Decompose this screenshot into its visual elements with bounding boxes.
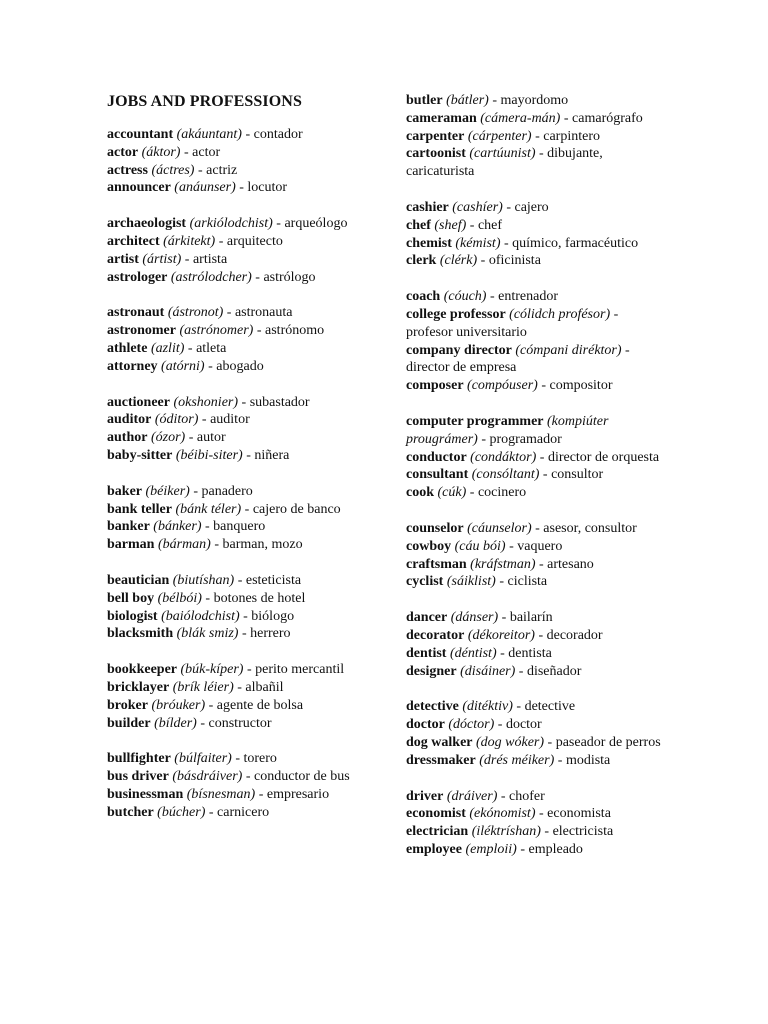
entry-pronunciation: (déntist) — [449, 645, 497, 661]
vocabulary-entry: blacksmith (blák smiz) - herrero — [107, 626, 291, 642]
entry-term: bus driver — [107, 769, 169, 785]
entry-term: doctor — [406, 717, 445, 733]
entry-pronunciation: (baiólodchist) — [161, 608, 240, 624]
entry-pronunciation: (áktor) — [141, 144, 181, 160]
vocabulary-entry: bus driver (básdráiver) - conductor de bus — [107, 769, 350, 785]
vocabulary-entry: butler (bátler) - mayordomo — [406, 93, 569, 108]
entry-group — [406, 698, 668, 769]
entry-term: driver — [406, 788, 444, 804]
entry-translation: herrero — [250, 626, 291, 642]
entry-pronunciation: (bróuker) — [151, 697, 206, 713]
vocabulary-entry: counselor (cáunselor) - asesor, consultor — [406, 520, 637, 536]
entry-translation: autor — [196, 430, 226, 446]
entry-translation: dibujante, caricaturista — [406, 146, 603, 180]
entry-term: athlete — [107, 340, 148, 356]
vocabulary-entry: auditor (óditor) - auditor — [107, 412, 250, 428]
entry-pronunciation: (brík léier) — [172, 679, 234, 695]
entry-translation: arquitecto — [226, 233, 283, 249]
left-column — [107, 92, 369, 840]
entry-term: auctioneer — [107, 394, 170, 410]
entry-term: cowboy — [406, 538, 452, 554]
entry-translation: barman, mozo — [222, 537, 303, 553]
entry-translation: chef — [477, 217, 503, 233]
entry-translation: cocinero — [477, 485, 527, 501]
vocabulary-entry: builder (bílder) - constructor — [107, 715, 272, 731]
entry-term: dressmaker — [406, 752, 476, 768]
entry-term: computer programmer — [406, 413, 544, 429]
entry-translation: director de orquesta — [547, 449, 660, 465]
entry-translation: botones de hotel — [213, 590, 306, 606]
vocabulary-entry: bullfighter (búlfaiter) - torero — [107, 751, 277, 767]
entry-translation: director de empresa — [406, 360, 517, 376]
vocabulary-entry: cowboy (cáu bói) - vaquero — [406, 538, 563, 554]
vocabulary-entry: composer (compóuser) - compositor — [406, 378, 613, 394]
vocabulary-entry: driver (dráiver) - chofer — [406, 788, 545, 804]
entry-term: detective — [406, 699, 459, 715]
entry-translation: ciclista — [507, 574, 548, 590]
vocabulary-entry: banker (bánker) - banquero — [107, 519, 266, 535]
entry-term: consultant — [406, 467, 469, 483]
entry-term: cashier — [406, 199, 449, 215]
vocabulary-entry: athlete (azlit) - atleta — [107, 340, 227, 356]
entry-pronunciation: (compóuser) — [467, 378, 538, 394]
vocabulary-entry: dancer (dánser) - bailarín — [406, 610, 553, 626]
vocabulary-entry: biologist (baiólodchist) - biólogo — [107, 608, 295, 624]
entry-term: architect — [107, 233, 160, 249]
entry-pronunciation: (astrólodcher) — [170, 269, 252, 285]
vocabulary-entry: college professor (cólidch profésor) - profesor universitario — [406, 306, 619, 340]
entry-pronunciation: (kémist) — [455, 235, 501, 251]
entry-translation: subastador — [249, 394, 310, 410]
entry-translation: asesor, consultor — [543, 520, 637, 536]
entry-translation: atleta — [196, 340, 227, 356]
entry-pronunciation: (béibi-siter) — [175, 447, 243, 463]
vocabulary-entry: clerk (clérk) - oficinista — [406, 253, 541, 269]
entry-translation: químico, farmacéutico — [512, 235, 639, 251]
entry-term: dentist — [406, 645, 447, 661]
vocabulary-entry: author (ózor) - autor — [107, 430, 226, 446]
entry-pronunciation: (áctres) — [151, 162, 195, 178]
entry-term: biologist — [107, 608, 158, 624]
entry-pronunciation: (ástronot) — [167, 305, 224, 321]
entry-pronunciation: (bísnesman) — [186, 786, 256, 802]
entry-pronunciation: (emploii) — [465, 841, 517, 857]
vocabulary-entry: actor (áktor) - actor — [107, 144, 221, 160]
entry-group — [107, 394, 369, 465]
entry-pronunciation: (cáunselor) — [467, 520, 532, 536]
entry-pronunciation: (consóltant) — [471, 467, 540, 483]
vocabulary-entry: electrician (iléktríshan) - electricista — [406, 824, 614, 840]
entry-pronunciation: (búcher) — [157, 804, 206, 820]
entry-pronunciation: (sáiklist) — [446, 574, 496, 590]
entry-pronunciation: (básdráiver) — [172, 769, 243, 785]
entry-translation: esteticista — [245, 572, 302, 588]
entry-group — [406, 788, 668, 859]
vocabulary-entry: detective (ditéktiv) - detective — [406, 699, 576, 715]
vocabulary-entry: bookkeeper (búk-kíper) - perito mercantil — [107, 662, 345, 678]
entry-term: blacksmith — [107, 626, 174, 642]
vocabulary-entry: butcher (búcher) - carnicero — [107, 804, 270, 820]
left-entry-list — [107, 126, 369, 822]
entry-group — [406, 92, 668, 181]
entry-translation: doctor — [505, 717, 542, 733]
entry-term: attorney — [107, 358, 158, 374]
entry-translation: mayordomo — [500, 93, 569, 108]
entry-translation: actor — [192, 144, 221, 160]
vocabulary-entry: baby-sitter (béibi-siter) - niñera — [107, 447, 290, 463]
entry-pronunciation: (iléktríshan) — [471, 824, 541, 840]
entry-pronunciation: (árkitekt) — [163, 233, 216, 249]
vocabulary-entry: cyclist (sáiklist) - ciclista — [406, 574, 548, 590]
entry-term: auditor — [107, 412, 152, 428]
entry-term: bell boy — [107, 590, 155, 606]
entry-pronunciation: (cóuch) — [443, 289, 487, 305]
entry-translation: chofer — [509, 788, 545, 804]
entry-translation: contador — [253, 127, 303, 142]
entry-pronunciation: (dánser) — [450, 610, 499, 626]
entry-translation: consultor — [551, 467, 604, 483]
vocabulary-entry: craftsman (kráfstman) - artesano — [406, 556, 594, 572]
entry-term: carpenter — [406, 128, 465, 144]
entry-term: butler — [406, 93, 443, 108]
entry-translation: entrenador — [498, 289, 559, 305]
entry-pronunciation: (búk-kíper) — [180, 662, 244, 678]
entry-term: conductor — [406, 449, 467, 465]
entry-group — [107, 215, 369, 286]
entry-translation: banquero — [213, 519, 266, 535]
entry-term: chef — [406, 217, 431, 233]
entry-translation: economista — [547, 806, 611, 822]
entry-pronunciation: (bílder) — [154, 715, 197, 731]
entry-term: bricklayer — [107, 679, 170, 695]
vocabulary-entry: decorator (dékoreitor) - decorador — [406, 627, 603, 643]
entry-translation: artista — [192, 251, 228, 267]
vocabulary-entry: astrologer (astrólodcher) - astrólogo — [107, 269, 316, 285]
entry-translation: artesano — [547, 556, 594, 572]
entry-pronunciation: (kompiúter prougrámer) — [406, 413, 609, 447]
entry-term: banker — [107, 519, 150, 535]
entry-group — [107, 661, 369, 732]
vocabulary-entry: barman (bárman) - barman, mozo — [107, 537, 303, 553]
entry-translation: profesor universitario — [406, 324, 527, 340]
entry-pronunciation: (cámera-mán) — [480, 110, 561, 126]
vocabulary-entry: attorney (atórni) - abogado — [107, 358, 264, 374]
entry-pronunciation: (ártist) — [142, 251, 182, 267]
entry-term: dancer — [406, 610, 448, 626]
vocabulary-entry: artist (ártist) - artista — [107, 251, 228, 267]
vocabulary-entry: doctor (dóctor) - doctor — [406, 717, 542, 733]
entry-group — [406, 199, 668, 270]
entry-term: cameraman — [406, 110, 477, 126]
vocabulary-entry: astronaut (ástronot) - astronauta — [107, 305, 293, 321]
vocabulary-entry: economist (ekónomist) - economista — [406, 806, 611, 822]
entry-term: cyclist — [406, 574, 444, 590]
entry-term: broker — [107, 697, 148, 713]
vocabulary-entry: cook (cúk) - cocinero — [406, 485, 527, 501]
entry-pronunciation: (ekónomist) — [469, 806, 536, 822]
entry-term: barman — [107, 537, 155, 553]
entry-group — [406, 609, 668, 680]
entry-pronunciation: (ditéktiv) — [462, 699, 513, 715]
entry-translation: compositor — [549, 378, 613, 394]
entry-pronunciation: (cárpenter) — [467, 128, 532, 144]
entry-translation: modista — [565, 752, 611, 768]
entry-pronunciation: (cáu bói) — [454, 538, 506, 554]
entry-pronunciation: (clérk) — [439, 253, 478, 269]
entry-translation: electricista — [552, 824, 614, 840]
entry-term: designer — [406, 663, 457, 679]
entry-pronunciation: (atórni) — [161, 358, 205, 374]
entry-group — [107, 126, 369, 197]
entry-term: composer — [406, 378, 464, 394]
entry-term: bullfighter — [107, 751, 171, 767]
entry-group — [107, 750, 369, 821]
entry-translation: empresario — [266, 786, 330, 802]
vocabulary-entry: chemist (kémist) - químico, farmacéutico — [406, 235, 639, 251]
entry-term: coach — [406, 289, 441, 305]
entry-term: bank teller — [107, 501, 172, 517]
entry-group — [107, 572, 369, 643]
vocabulary-entry: employee (emploii) - empleado — [406, 841, 583, 857]
entry-pronunciation: (cartúunist) — [469, 146, 536, 162]
entry-term: craftsman — [406, 556, 467, 572]
entry-term: clerk — [406, 253, 437, 269]
vocabulary-entry: broker (bróuker) - agente de bolsa — [107, 697, 304, 713]
entry-translation: actriz — [206, 162, 238, 178]
vocabulary-entry: dentist (déntist) - dentista — [406, 645, 552, 661]
entry-pronunciation: (kráfstman) — [470, 556, 536, 572]
entry-term: butcher — [107, 804, 154, 820]
entry-term: counselor — [406, 520, 464, 536]
entry-translation: agente de bolsa — [216, 697, 304, 713]
entry-translation: paseador de perros — [555, 734, 661, 750]
right-column — [406, 92, 668, 877]
entry-term: baby-sitter — [107, 447, 173, 463]
vocabulary-entry: cartoonist (cartúunist) - dibujante, caricaturista — [406, 146, 603, 180]
entry-term: author — [107, 430, 148, 446]
entry-pronunciation: (dóctor) — [448, 717, 495, 733]
entry-pronunciation: (cúk) — [437, 485, 467, 501]
entry-pronunciation: (shef) — [434, 217, 467, 233]
entry-term: beautician — [107, 572, 170, 588]
entry-pronunciation: (béiker) — [145, 483, 190, 499]
entry-translation: albañil — [245, 679, 284, 695]
entry-translation: astrólogo — [263, 269, 316, 285]
entry-translation: detective — [524, 699, 576, 715]
entry-pronunciation: (condáktor) — [470, 449, 537, 465]
entry-term: cartoonist — [406, 146, 466, 162]
entry-pronunciation: (dékoreitor) — [467, 627, 535, 643]
vocabulary-entry: businessman (bísnesman) - empresario — [107, 786, 330, 802]
entry-term: baker — [107, 483, 142, 499]
entry-term: builder — [107, 715, 151, 731]
entry-pronunciation: (anáunser) — [174, 180, 236, 196]
entry-term: businessman — [107, 786, 184, 802]
entry-pronunciation: (óditor) — [154, 412, 199, 428]
entry-pronunciation: (dog wóker) — [476, 734, 545, 750]
entry-pronunciation: (bánk téler) — [175, 501, 242, 517]
entry-term: dog walker — [406, 734, 473, 750]
entry-term: decorator — [406, 627, 465, 643]
entry-term: company director — [406, 342, 512, 358]
entry-term: cook — [406, 485, 434, 501]
entry-term: college professor — [406, 306, 506, 322]
entry-pronunciation: (cashíer) — [452, 199, 503, 215]
entry-translation: auditor — [210, 412, 250, 428]
entry-pronunciation: (arkiólodchist) — [189, 216, 273, 232]
entry-pronunciation: (cómpani diréktor) — [515, 342, 622, 358]
entry-term: employee — [406, 841, 462, 857]
entry-term: astronaut — [107, 305, 165, 321]
vocabulary-entry: accountant (akáuntant) - contador — [107, 127, 303, 142]
entry-translation: bailarín — [509, 610, 553, 626]
entry-pronunciation: (bélbói) — [157, 590, 202, 606]
entry-group — [107, 304, 369, 375]
entry-group — [107, 483, 369, 554]
entry-translation: niñera — [254, 447, 290, 463]
entry-pronunciation: (disáiner) — [460, 663, 516, 679]
vocabulary-entry: carpenter (cárpenter) - carpintero — [406, 128, 600, 144]
vocabulary-entry: beautician (biutíshan) - esteticista — [107, 572, 302, 588]
entry-pronunciation: (bárman) — [157, 537, 211, 553]
entry-term: artist — [107, 251, 139, 267]
right-entry-list — [406, 92, 668, 859]
vocabulary-entry: dog walker (dog wóker) - paseador de perros — [406, 734, 661, 750]
entry-term: chemist — [406, 235, 452, 251]
entry-group — [406, 413, 668, 502]
entry-translation: conductor de bus — [254, 769, 350, 785]
entry-pronunciation: (drés méiker) — [479, 752, 555, 768]
entry-translation: biólogo — [251, 608, 295, 624]
vocabulary-entry: astronomer (astrónomer) - astrónomo — [107, 323, 325, 339]
entry-pronunciation: (blák smiz) — [176, 626, 239, 642]
entry-translation: perito mercantil — [255, 662, 345, 678]
entry-translation: cajero de banco — [252, 501, 341, 517]
entry-translation: dentista — [508, 645, 552, 661]
entry-translation: programador — [489, 431, 562, 447]
entry-pronunciation: (búlfaiter) — [174, 751, 232, 767]
entry-translation: diseñador — [526, 663, 582, 679]
entry-pronunciation: (dráiver) — [446, 788, 498, 804]
entry-term: archaeologist — [107, 216, 187, 232]
vocabulary-entry: actress (áctres) - actriz — [107, 162, 238, 178]
vocabulary-entry: coach (cóuch) - entrenador — [406, 289, 559, 305]
vocabulary-entry: archaeologist (arkiólodchist) - arqueólogo — [107, 216, 348, 232]
entry-term: astronomer — [107, 323, 176, 339]
entry-translation: carpintero — [543, 128, 600, 144]
entry-translation: empleado — [528, 841, 583, 857]
entry-term: announcer — [107, 180, 171, 196]
vocabulary-entry: baker (béiker) - panadero — [107, 483, 253, 499]
entry-pronunciation: (biutíshan) — [172, 572, 235, 588]
entry-translation: astronauta — [234, 305, 293, 321]
entry-translation: camarógrafo — [572, 110, 643, 126]
vocabulary-entry: conductor (condáktor) - director de orquesta — [406, 449, 660, 465]
entry-term: astrologer — [107, 269, 168, 285]
vocabulary-entry: designer (disáiner) - diseñador — [406, 663, 582, 679]
vocabulary-entry: cashier (cashíer) - cajero — [406, 199, 549, 215]
entry-term: actress — [107, 162, 148, 178]
entry-pronunciation: (okshonier) — [173, 394, 239, 410]
vocabulary-entry: auctioneer (okshonier) - subastador — [107, 394, 310, 410]
entry-pronunciation: (bátler) — [446, 93, 489, 108]
entry-pronunciation: (azlit) — [150, 340, 185, 356]
entry-pronunciation: (akáuntant) — [176, 127, 242, 142]
entry-pronunciation: (ózor) — [150, 430, 186, 446]
entry-translation: arqueólogo — [284, 216, 348, 232]
entry-term: bookkeeper — [107, 662, 177, 678]
entry-term: electrician — [406, 824, 469, 840]
entry-translation: torero — [243, 751, 277, 767]
entry-translation: constructor — [208, 715, 272, 731]
entry-term: accountant — [107, 127, 174, 142]
entry-pronunciation: (cólidch profésor) — [509, 306, 611, 322]
entry-translation: carnicero — [217, 804, 270, 820]
entry-translation: decorador — [546, 627, 603, 643]
entry-translation: panadero — [201, 483, 253, 499]
page-title: JOBS AND PROFESSIONS — [107, 93, 302, 110]
vocabulary-entry: company director (cómpani diréktor) - director de empresa — [406, 342, 630, 376]
vocabulary-entry: dressmaker (drés méiker) - modista — [406, 752, 611, 768]
vocabulary-entry: bricklayer (brík léier) - albañil — [107, 679, 284, 695]
vocabulary-entry: bank teller (bánk téler) - cajero de banco — [107, 501, 341, 517]
vocabulary-entry: cameraman (cámera-mán) - camarógrafo — [406, 110, 643, 126]
entry-pronunciation: (bánker) — [153, 519, 202, 535]
entry-translation: abogado — [216, 358, 264, 374]
entry-translation: astrónomo — [265, 323, 325, 339]
entry-translation: vaquero — [517, 538, 563, 554]
vocabulary-entry: consultant (consóltant) - consultor — [406, 467, 604, 483]
vocabulary-entry: announcer (anáunser) - locutor — [107, 180, 288, 196]
vocabulary-entry: architect (árkitekt) - arquitecto — [107, 233, 283, 249]
entry-translation: oficinista — [488, 253, 541, 269]
vocabulary-entry: bell boy (bélbói) - botones de hotel — [107, 590, 306, 606]
entry-group — [406, 288, 668, 395]
vocabulary-entry: computer programmer (kompiúter prougrámer) - programador — [406, 413, 609, 447]
vocabulary-entry: chef (shef) - chef — [406, 217, 503, 233]
entry-term: economist — [406, 806, 466, 822]
entry-pronunciation: (astrónomer) — [179, 323, 254, 339]
entry-translation: cajero — [514, 199, 549, 215]
entry-translation: locutor — [247, 180, 288, 196]
entry-term: actor — [107, 144, 139, 160]
entry-group — [406, 520, 668, 591]
